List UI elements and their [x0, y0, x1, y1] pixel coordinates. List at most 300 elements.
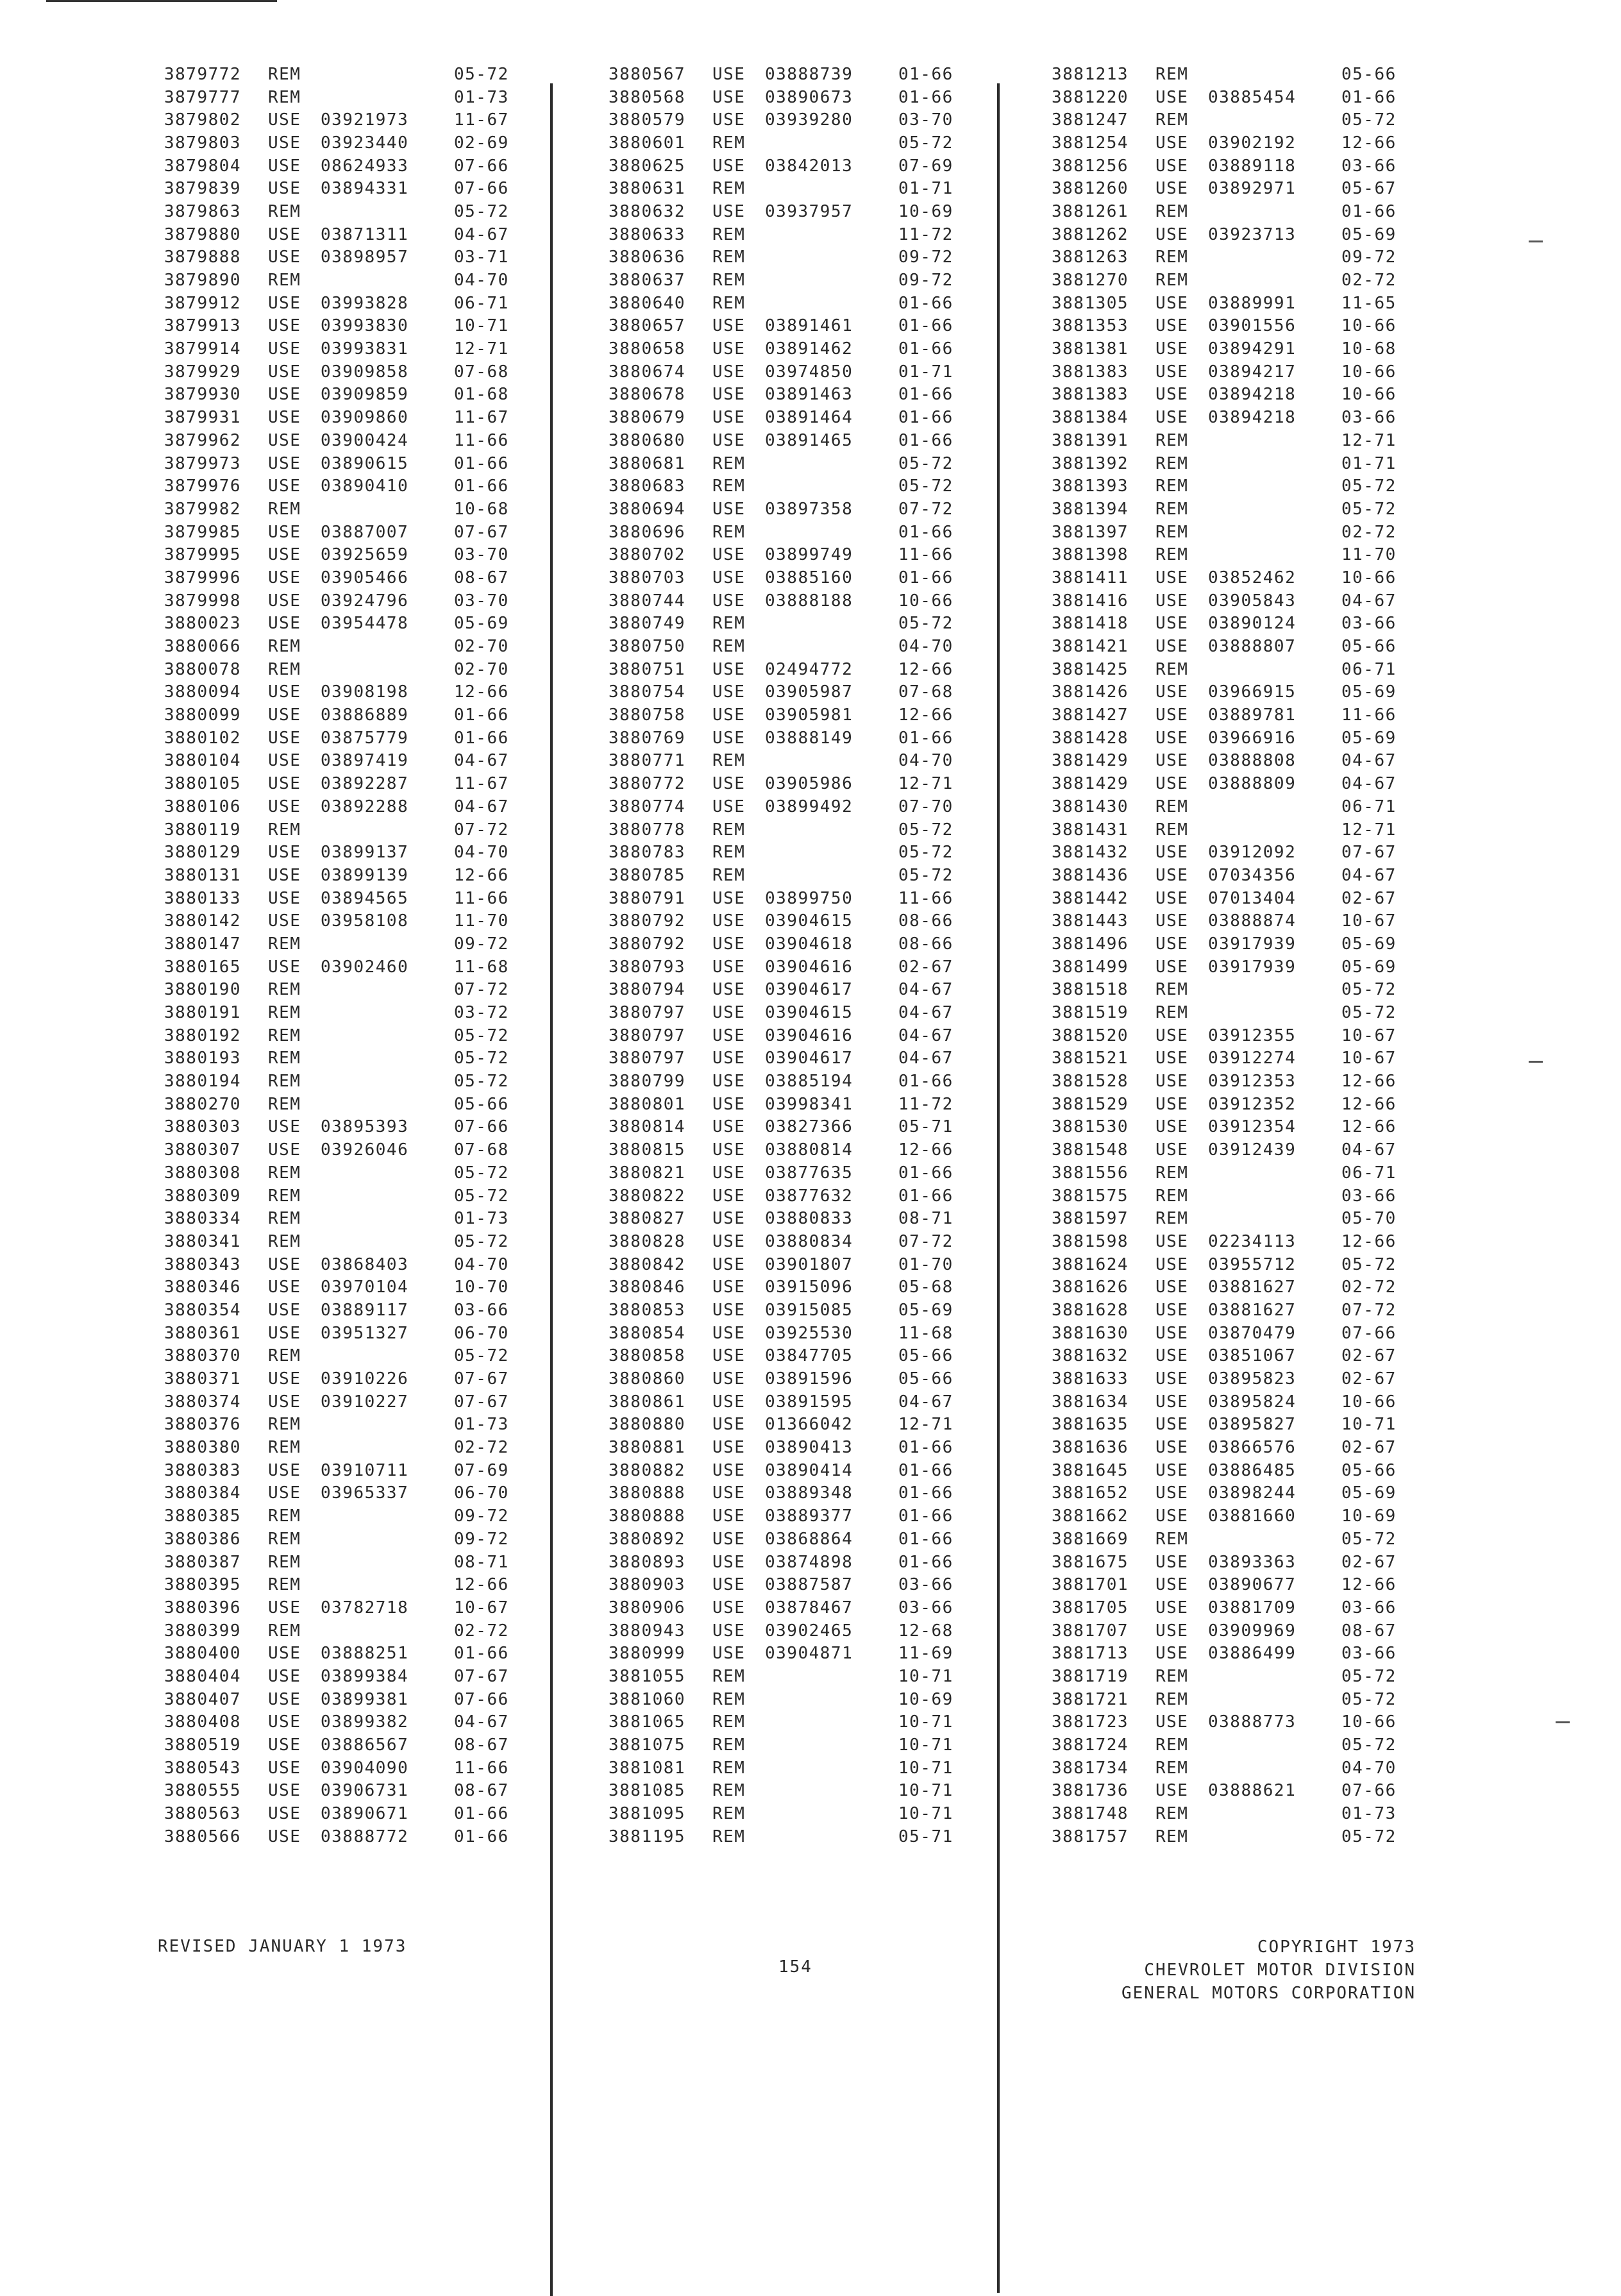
- parts-row: [609, 337, 1006, 360]
- action-code: REM: [1155, 1804, 1189, 1824]
- part-number: 3881213: [1052, 64, 1129, 84]
- part-number: 3880099: [164, 705, 242, 725]
- part-number: 3880119: [164, 820, 242, 840]
- part-number: 3881305: [1052, 293, 1129, 313]
- action-code: REM: [1155, 659, 1189, 679]
- date: 09-72: [898, 271, 953, 291]
- date: 11-70: [1341, 545, 1397, 565]
- replacement-part: 03894217: [1208, 362, 1297, 382]
- part-number: 3879839: [164, 179, 242, 199]
- date: 05-72: [1341, 1529, 1397, 1549]
- parts-row: [1052, 1711, 1449, 1734]
- action-code: USE: [712, 568, 746, 587]
- part-number: 3881254: [1052, 133, 1129, 153]
- replacement-part: 03890615: [321, 453, 409, 473]
- parts-row: [1052, 1047, 1449, 1070]
- replacement-part: 03885194: [765, 1072, 853, 1092]
- part-number: 3881383: [1052, 385, 1129, 405]
- date: 07-68: [898, 682, 953, 702]
- part-number: 3880399: [164, 1621, 242, 1641]
- date: 12-66: [898, 659, 953, 679]
- date: 04-70: [898, 751, 953, 771]
- replacement-part: 03898957: [321, 248, 409, 267]
- date: 01-66: [898, 1186, 953, 1206]
- parts-row: [609, 612, 1006, 636]
- parts-row: [609, 1573, 1006, 1596]
- parts-row: [1052, 1116, 1449, 1139]
- replacement-part: 03899137: [321, 843, 409, 863]
- action-code: REM: [712, 1781, 746, 1801]
- date: 05-72: [454, 1072, 509, 1092]
- replacement-part: 03887007: [321, 522, 409, 542]
- replacement-part: 08624933: [321, 156, 409, 176]
- part-number: 3881095: [609, 1804, 686, 1824]
- action-code: REM: [268, 1049, 301, 1068]
- date: 11-69: [898, 1644, 953, 1664]
- replacement-part: 03890677: [1208, 1575, 1297, 1595]
- action-code: REM: [268, 271, 301, 291]
- action-code: USE: [1155, 568, 1189, 587]
- replacement-part: 03868864: [765, 1529, 853, 1549]
- parts-row: [1052, 429, 1449, 452]
- action-code: USE: [268, 865, 301, 885]
- column-divider: [997, 83, 1000, 2293]
- parts-row: [164, 1230, 562, 1253]
- replacement-part: 03904615: [765, 911, 853, 931]
- action-code: REM: [1155, 499, 1189, 519]
- date: 05-71: [898, 1117, 953, 1137]
- parts-row: [164, 384, 562, 407]
- action-code: REM: [1155, 1827, 1189, 1846]
- part-number: 3880785: [609, 865, 686, 885]
- part-number: 3881635: [1052, 1415, 1129, 1435]
- replacement-part: 03924796: [321, 591, 409, 611]
- date: 10-71: [898, 1666, 953, 1686]
- part-number: 3880142: [164, 911, 242, 931]
- parts-row: [164, 1688, 562, 1711]
- replacement-part: 03895823: [1208, 1369, 1297, 1389]
- date: 07-72: [454, 980, 509, 1000]
- date: 02-67: [1341, 1346, 1397, 1366]
- part-number: 3881529: [1052, 1094, 1129, 1114]
- date: 01-66: [454, 728, 509, 748]
- parts-row: [609, 406, 1006, 429]
- date: 02-69: [454, 133, 509, 153]
- part-number: 3880846: [609, 1278, 686, 1297]
- parts-row: [1052, 1070, 1449, 1093]
- date: 10-66: [898, 591, 953, 611]
- action-code: REM: [712, 751, 746, 771]
- parts-row: [1052, 909, 1449, 933]
- parts-row: [609, 681, 1006, 704]
- action-code: REM: [268, 1529, 301, 1549]
- part-number: 3881060: [609, 1689, 686, 1709]
- replacement-part: 03895824: [1208, 1392, 1297, 1412]
- date: 01-66: [454, 1804, 509, 1824]
- parts-row: [164, 108, 562, 131]
- action-code: USE: [1155, 1598, 1189, 1617]
- action-code: USE: [712, 1003, 746, 1023]
- action-code: USE: [268, 1712, 301, 1732]
- replacement-part: 03912353: [1208, 1072, 1297, 1092]
- action-code: USE: [1155, 408, 1189, 428]
- action-code: USE: [712, 1323, 746, 1343]
- replacement-part: 03970104: [321, 1278, 409, 1297]
- part-number: 3880749: [609, 614, 686, 634]
- parts-row: [609, 200, 1006, 223]
- parts-row: [609, 635, 1006, 658]
- replacement-part: 03917939: [1208, 957, 1297, 977]
- parts-row: [609, 1802, 1006, 1825]
- action-code: REM: [1155, 110, 1189, 130]
- part-number: 3881430: [1052, 797, 1129, 816]
- parts-row: [164, 1482, 562, 1505]
- parts-row: [164, 406, 562, 429]
- replacement-part: 03909859: [321, 385, 409, 405]
- action-code: USE: [268, 591, 301, 611]
- replacement-part: 03905843: [1208, 591, 1297, 611]
- action-code: REM: [712, 637, 746, 657]
- part-number: 3880385: [164, 1507, 242, 1526]
- replacement-part: 03925659: [321, 545, 409, 565]
- parts-row: [164, 63, 562, 86]
- date: 08-71: [454, 1552, 509, 1572]
- action-code: USE: [1155, 1575, 1189, 1595]
- replacement-part: 03891465: [765, 430, 853, 450]
- date: 02-67: [898, 957, 953, 977]
- part-number: 3879985: [164, 522, 242, 542]
- action-code: USE: [268, 156, 301, 176]
- action-code: USE: [712, 1598, 746, 1617]
- parts-row: [164, 337, 562, 360]
- action-code: REM: [1155, 1209, 1189, 1229]
- part-number: 3879995: [164, 545, 242, 565]
- action-code: USE: [1155, 1552, 1189, 1572]
- part-number: 3880106: [164, 797, 242, 816]
- replacement-part: 03909858: [321, 362, 409, 382]
- date: 03-70: [454, 591, 509, 611]
- part-number: 3880892: [609, 1529, 686, 1549]
- part-number: 3881270: [1052, 271, 1129, 291]
- parts-row: [1052, 1642, 1449, 1665]
- date: 02-67: [1341, 888, 1397, 908]
- date: 08-67: [1341, 1621, 1397, 1641]
- parts-row: [164, 1024, 562, 1047]
- replacement-part: 03904617: [765, 1049, 853, 1068]
- parts-row: [1052, 704, 1449, 727]
- parts-row: [1052, 1528, 1449, 1551]
- action-code: USE: [712, 1438, 746, 1458]
- parts-row: [609, 1161, 1006, 1185]
- parts-row: [164, 131, 562, 155]
- replacement-part: 03890410: [321, 477, 409, 496]
- date: 01-66: [454, 1644, 509, 1664]
- date: 05-72: [454, 1231, 509, 1251]
- date: 11-67: [454, 774, 509, 794]
- action-code: USE: [1155, 911, 1189, 931]
- action-code: USE: [1155, 133, 1189, 153]
- replacement-part: 03888188: [765, 591, 853, 611]
- part-number: 3880999: [609, 1644, 686, 1664]
- replacement-part: 03993828: [321, 293, 409, 313]
- parts-row: [1052, 200, 1449, 223]
- replacement-part: 03888807: [1208, 637, 1297, 657]
- part-number: 3880376: [164, 1415, 242, 1435]
- action-code: USE: [1155, 682, 1189, 702]
- replacement-part: 03909969: [1208, 1621, 1297, 1641]
- action-code: USE: [712, 591, 746, 611]
- date: 01-66: [898, 522, 953, 542]
- replacement-part: 03899492: [765, 797, 853, 816]
- part-number: 3881261: [1052, 201, 1129, 221]
- replacement-part: 03955712: [1208, 1254, 1297, 1274]
- replacement-part: 02494772: [765, 659, 853, 679]
- replacement-part: 03888808: [1208, 751, 1297, 771]
- date: 05-72: [1341, 1735, 1397, 1755]
- parts-row: [1052, 246, 1449, 269]
- part-number: 3880380: [164, 1438, 242, 1458]
- parts-row: [609, 360, 1006, 384]
- part-number: 3880386: [164, 1529, 242, 1549]
- parts-row: [164, 909, 562, 933]
- replacement-part: 03889118: [1208, 156, 1297, 176]
- action-code: USE: [712, 1072, 746, 1092]
- date: 04-67: [454, 751, 509, 771]
- action-code: USE: [1155, 774, 1189, 794]
- part-number: 3880681: [609, 453, 686, 473]
- parts-row: [609, 909, 1006, 933]
- date: 07-66: [454, 179, 509, 199]
- parts-row: [164, 1573, 562, 1596]
- replacement-part: 03899139: [321, 865, 409, 885]
- part-number: 3880797: [609, 1026, 686, 1045]
- parts-row: [609, 315, 1006, 338]
- parts-row: [164, 704, 562, 727]
- action-code: USE: [1155, 957, 1189, 977]
- replacement-part: 03894218: [1208, 385, 1297, 405]
- date: 07-72: [898, 499, 953, 519]
- date: 10-71: [898, 1758, 953, 1778]
- part-number: 3880679: [609, 408, 686, 428]
- replacement-part: 03889991: [1208, 293, 1297, 313]
- replacement-part: 03904871: [765, 1644, 853, 1664]
- date: 12-66: [898, 705, 953, 725]
- date: 11-66: [454, 1758, 509, 1778]
- parts-row: [164, 1185, 562, 1208]
- part-number: 3880568: [609, 87, 686, 107]
- parts-row: [164, 155, 562, 178]
- replacement-part: 03888739: [765, 64, 853, 84]
- action-code: USE: [268, 1300, 301, 1320]
- part-number: 3881431: [1052, 820, 1129, 840]
- action-code: REM: [712, 1827, 746, 1846]
- action-code: REM: [712, 614, 746, 634]
- margin-mark: [1529, 241, 1543, 242]
- parts-row: [1052, 1024, 1449, 1047]
- part-number: 3880750: [609, 637, 686, 657]
- date: 05-69: [454, 614, 509, 634]
- replacement-part: 03912354: [1208, 1117, 1297, 1137]
- replacement-part: 03889781: [1208, 705, 1297, 725]
- parts-row: [1052, 1459, 1449, 1482]
- replacement-part: 03895393: [321, 1117, 409, 1137]
- action-code: REM: [1155, 1666, 1189, 1686]
- parts-row: [164, 1093, 562, 1116]
- part-number: 3880640: [609, 293, 686, 313]
- date: 10-71: [898, 1781, 953, 1801]
- part-number: 3881393: [1052, 477, 1129, 496]
- part-number: 3880821: [609, 1163, 686, 1183]
- parts-row: [609, 1825, 1006, 1848]
- action-code: REM: [268, 1552, 301, 1572]
- parts-row: [164, 1322, 562, 1345]
- action-code: USE: [712, 728, 746, 748]
- parts-row: [1052, 772, 1449, 795]
- date: 02-72: [1341, 271, 1397, 291]
- action-code: REM: [712, 820, 746, 840]
- part-number: 3881432: [1052, 843, 1129, 863]
- action-code: USE: [712, 499, 746, 519]
- part-number: 3880888: [609, 1483, 686, 1503]
- date: 04-67: [454, 1712, 509, 1732]
- part-number: 3880131: [164, 865, 242, 885]
- replacement-part: 03899750: [765, 888, 853, 908]
- replacement-part: 03908198: [321, 682, 409, 702]
- parts-row: [609, 1093, 1006, 1116]
- date: 09-72: [454, 1529, 509, 1549]
- action-code: USE: [268, 1666, 301, 1686]
- replacement-part: 03902465: [765, 1621, 853, 1641]
- parts-column-1: [164, 63, 562, 1848]
- part-number: 3881443: [1052, 911, 1129, 931]
- date: 01-73: [454, 87, 509, 107]
- parts-row: [164, 475, 562, 498]
- action-code: USE: [1155, 339, 1189, 359]
- date: 03-66: [454, 1300, 509, 1320]
- part-number: 3881597: [1052, 1209, 1129, 1229]
- action-code: REM: [1155, 1529, 1189, 1549]
- replacement-part: 03921973: [321, 110, 409, 130]
- replacement-part: 03881627: [1208, 1300, 1297, 1320]
- parts-row: [1052, 1734, 1449, 1757]
- date: 02-72: [454, 1621, 509, 1641]
- part-number: 3880801: [609, 1094, 686, 1114]
- parts-row: [1052, 1093, 1449, 1116]
- date: 05-72: [454, 64, 509, 84]
- parts-row: [164, 1367, 562, 1390]
- part-number: 3881748: [1052, 1804, 1129, 1824]
- parts-row: [164, 498, 562, 521]
- action-code: USE: [268, 1392, 301, 1412]
- date: 04-67: [1341, 591, 1397, 611]
- replacement-part: 03870479: [1208, 1323, 1297, 1343]
- replacement-part: 03891462: [765, 339, 853, 359]
- replacement-part: 03890414: [765, 1460, 853, 1480]
- date: 09-72: [454, 934, 509, 954]
- part-number: 3880371: [164, 1369, 242, 1389]
- part-number: 3881669: [1052, 1529, 1129, 1549]
- part-number: 3880854: [609, 1323, 686, 1343]
- date: 03-70: [454, 545, 509, 565]
- part-number: 3880828: [609, 1231, 686, 1251]
- action-code: USE: [268, 248, 301, 267]
- date: 05-69: [1341, 224, 1397, 244]
- part-number: 3880793: [609, 957, 686, 977]
- part-number: 3881421: [1052, 637, 1129, 657]
- date: 06-70: [454, 1483, 509, 1503]
- part-number: 3881075: [609, 1735, 686, 1755]
- date: 04-70: [898, 637, 953, 657]
- action-code: USE: [1155, 1644, 1189, 1664]
- action-code: USE: [1155, 591, 1189, 611]
- replacement-part: 03851067: [1208, 1346, 1297, 1366]
- date: 05-71: [898, 1827, 953, 1846]
- action-code: USE: [1155, 1094, 1189, 1114]
- date: 11-66: [454, 430, 509, 450]
- action-code: USE: [1155, 1049, 1189, 1068]
- part-number: 3881429: [1052, 774, 1129, 794]
- action-code: REM: [1155, 1689, 1189, 1709]
- date: 10-67: [1341, 911, 1397, 931]
- part-number: 3880814: [609, 1117, 686, 1137]
- parts-row: [164, 612, 562, 636]
- parts-row: [164, 223, 562, 246]
- parts-row: [1052, 1276, 1449, 1299]
- action-code: USE: [712, 408, 746, 428]
- part-number: 3881394: [1052, 499, 1129, 519]
- action-code: REM: [268, 1094, 301, 1114]
- action-code: USE: [712, 545, 746, 565]
- action-code: REM: [712, 293, 746, 313]
- part-number: 3880792: [609, 911, 686, 931]
- parts-row: [609, 772, 1006, 795]
- part-number: 3880631: [609, 179, 686, 199]
- date: 02-72: [1341, 1278, 1397, 1297]
- action-code: USE: [712, 1209, 746, 1229]
- parts-row: [1052, 864, 1449, 887]
- date: 12-66: [1341, 133, 1397, 153]
- date: 01-71: [1341, 453, 1397, 473]
- replacement-part: 03885454: [1208, 87, 1297, 107]
- date: 11-68: [898, 1323, 953, 1343]
- action-code: REM: [268, 820, 301, 840]
- replacement-part: 03909860: [321, 408, 409, 428]
- parts-row: [1052, 1688, 1449, 1711]
- action-code: USE: [712, 1392, 746, 1412]
- parts-row: [609, 1688, 1006, 1711]
- parts-row: [164, 1780, 562, 1803]
- parts-row: [1052, 1138, 1449, 1161]
- action-code: REM: [1155, 248, 1189, 267]
- replacement-part: 03880833: [765, 1209, 853, 1229]
- part-number: 3881575: [1052, 1186, 1129, 1206]
- parts-row: [609, 1780, 1006, 1803]
- action-code: USE: [268, 1278, 301, 1297]
- action-code: USE: [1155, 1323, 1189, 1343]
- part-number: 3879912: [164, 293, 242, 313]
- parts-row: [164, 315, 562, 338]
- date: 04-67: [1341, 774, 1397, 794]
- part-number: 3880943: [609, 1621, 686, 1641]
- action-code: USE: [712, 934, 746, 954]
- date: 12-71: [898, 774, 953, 794]
- part-number: 3880374: [164, 1392, 242, 1412]
- date: 01-66: [454, 477, 509, 496]
- part-number: 3881428: [1052, 728, 1129, 748]
- part-number: 3881425: [1052, 659, 1129, 679]
- action-code: USE: [712, 1415, 746, 1435]
- date: 05-72: [454, 1186, 509, 1206]
